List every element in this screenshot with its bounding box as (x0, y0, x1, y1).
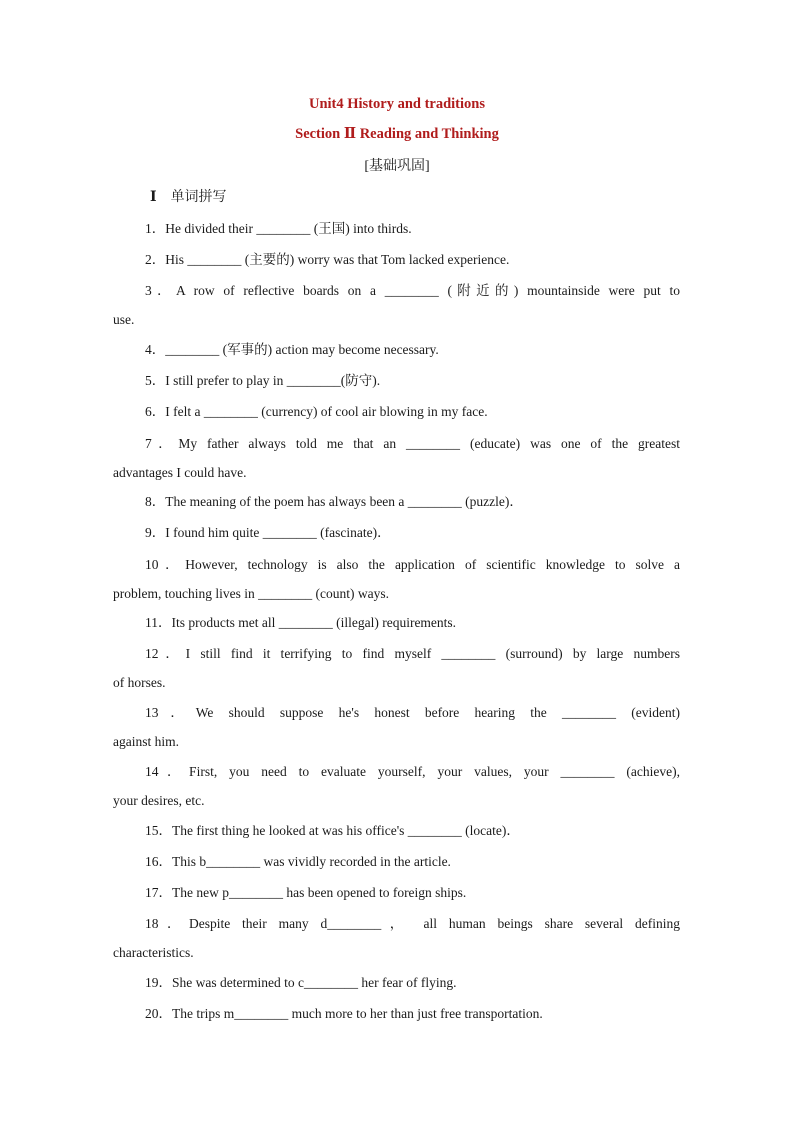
question-item (113, 487, 680, 516)
question-item (113, 909, 680, 967)
question-item (113, 366, 680, 395)
question-item (113, 335, 680, 364)
question-item (113, 214, 680, 243)
question-text: 7．My father always told me that an ________ (educate) was one of the greatest (145, 436, 680, 451)
question-item (113, 968, 680, 997)
question-text: 14．First, you need to evaluate yourself, your values, your ________ (achieve), (145, 764, 680, 779)
question-text-continued: your desires, etc. (113, 793, 205, 808)
question-item (113, 276, 680, 334)
question-item (113, 757, 680, 815)
unit-title: Unit4 History and traditions (308, 96, 486, 112)
question-text-continued: problem, touching lives in ________ (count) ways. (113, 586, 389, 601)
question-item (113, 816, 680, 845)
question-text-continued: against him. (113, 734, 179, 749)
question-text: 20．The trips m________ much more to her than just free transportation. (145, 1006, 543, 1021)
section-number: Ⅰ (150, 190, 157, 205)
question-text: 18．Despite their many d________， all human beings share several defining (145, 916, 680, 931)
question-text: 2．His ________ (主要的) worry was that Tom lacked experience. (145, 252, 510, 267)
question-item (113, 608, 680, 637)
section-label: 单词拼写 (170, 190, 227, 205)
question-text: 11．Its products met all ________ (illegal) requirements. (145, 615, 457, 630)
question-item (113, 847, 680, 876)
question-text-continued: use. (113, 312, 135, 327)
question-text-continued: of horses. (113, 675, 166, 690)
question-item (113, 245, 680, 274)
question-text: 16．This b________ was vividly recorded in the article. (145, 854, 451, 869)
question-text: 3．A row of reflective boards on a ________ (附近的) mountainside were put to (145, 283, 680, 298)
question-text-continued: characteristics. (113, 945, 194, 960)
question-text: 5．I still prefer to play in ________(防守). (145, 373, 381, 388)
question-text: 15．The first thing he looked at was his office's ________ (locate)． (145, 823, 520, 838)
question-text: 10．However, technology is also the application of scientific knowledge to solve a (145, 557, 680, 572)
question-text: 6．I felt a ________ (currency) of cool air blowing in my face. (145, 404, 488, 419)
question-text: 13．We should suppose he's honest before hearing the ________ (evident) (145, 705, 680, 720)
question-text: 12．I still find it terrifying to find myself ________ (surround) by large numbers (145, 646, 680, 661)
question-text: 17．The new p________ has been opened to foreign ships. (145, 885, 467, 900)
question-text: 19．She was determined to c________ her fear of flying. (145, 975, 457, 990)
question-item (113, 550, 680, 608)
category-label: [基础巩固] (364, 159, 430, 174)
question-item (113, 878, 680, 907)
question-text-continued: advantages I could have. (113, 465, 247, 480)
question-text: 9．I found him quite ________ (fascinate)． (145, 525, 391, 540)
section-title: Section Ⅱ Reading and Thinking (295, 126, 499, 142)
question-text: 4．________ (军事的) action may become necessary. (145, 342, 439, 357)
question-item (113, 639, 680, 697)
section-heading (150, 186, 227, 206)
question-item (113, 698, 680, 756)
question-item (113, 999, 680, 1028)
question-text: 1．He divided their ________ (王国) into thirds. (145, 221, 412, 236)
question-item (113, 429, 680, 487)
question-item (113, 518, 680, 547)
question-item (113, 397, 680, 426)
question-text: 8．The meaning of the poem has always been a ________ (puzzle)． (145, 494, 523, 509)
